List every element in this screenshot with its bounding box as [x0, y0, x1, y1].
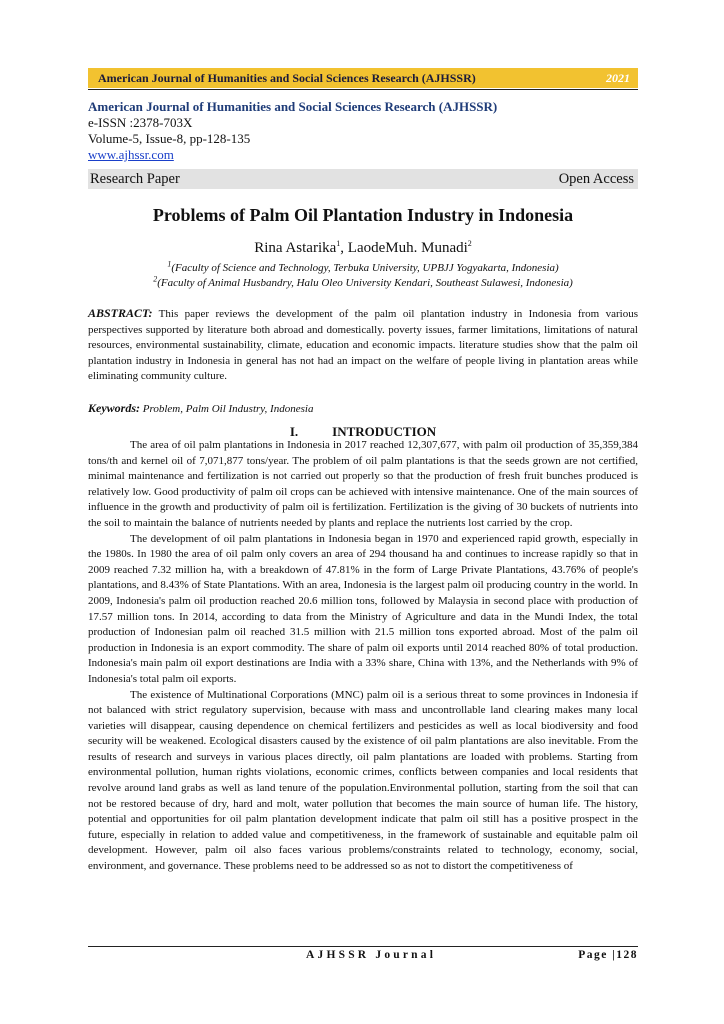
keywords-label: Keywords:	[88, 401, 140, 415]
affil-text: (Faculty of Animal Husbandry, Halu Oleo University Kendari, Southeast Sulawesi, Indonesia)	[157, 277, 573, 289]
banner-divider	[88, 89, 638, 90]
affiliation	[88, 274, 638, 289]
footer-journal: AJHSSR Journal	[306, 949, 437, 961]
author-affil-marker: 2	[467, 239, 472, 248]
paragraph: The area of oil palm plantations in Indonesia in 2017 reached 12,307,677, with palm oil production of 35,359,384 tons/th and kernel oil of 7,071,877 tons/year. The problem of oil palm plantations is that the seeds grown are not certified, minimal maintenance and fertilization is not carried out properly so that the production of fresh fruit bunches produced is relatively low. Good productivity of palm oil crops can be achieved with intensive maintenance. One of the main sources of influence in the growth and productivity of palm oil is fertilization. Fertilization is the giving of 30 buckets of nutrients into the soil to maintain the balance of nutrients needed by plants and replace the nutrients lost carried by the crop.	[88, 439, 638, 529]
affil-marker: 1	[167, 259, 172, 269]
paper-title: Problems of Palm Oil Plantation Industry in Indonesia	[152, 205, 574, 225]
body-text	[88, 438, 638, 875]
page-number: 128	[616, 949, 638, 961]
paper-type-bar	[88, 169, 638, 189]
affil-marker: 2	[153, 274, 158, 284]
abstract-label: ABSTRACT:	[88, 306, 153, 320]
abstract	[88, 306, 638, 385]
access-type: Open Access	[558, 170, 634, 187]
journal-banner	[88, 68, 638, 88]
banner-title: American Journal of Humanities and Social Sciences Research (AJHSSR)	[98, 70, 476, 85]
section-number: I.	[289, 424, 299, 439]
banner-year: 2021	[606, 70, 630, 85]
page-label: Page |	[578, 949, 617, 961]
paper-type: Research Paper	[90, 170, 180, 187]
keywords	[88, 401, 638, 416]
journal-url-link[interactable]: www.ajhssr.com	[88, 147, 174, 162]
section-title: INTRODUCTION	[332, 424, 437, 439]
abstract-text: This paper reviews the development of the palm oil plantation industry in Indonesia from various perspectives supported by literature both abroad and domestically. poverty issues, farmer limitations, limitations of natural resources, environmental sustainability, climate, education and economic impacts. literature studies show that the palm oil plantation industry in Indonesia in general has not had an impact on the welfare of people living in plantation areas while eliminating community culture.	[88, 308, 638, 383]
journal-issn: e-ISSN :2378-703X	[88, 115, 193, 130]
paragraph: The development of oil palm plantations in Indonesia began in 1970 and experienced rapid growth, especially in the 1980s. In 1980 the area of oil palm only covers an area of 294 thousand ha and continues to increase rapidly so that in 2009 reached 7.32 million ha, with a breakdown of 47.81% in the form of Large Private Plantations, 43.76% of people's plantations, and 8.43% of State Plantations. With an area, Indonesia is the largest palm oil producing country in the world. In 2009, Indonesia's palm oil production reached 20.6 million tons, followed by Malaysia in second place with production of 17.57 million tons. In 2014, according to data from the Ministry of Agriculture and data in the Mundi Index, the total production of Indonesian palm oil reached 31.5 million with 21.5 million tons exported abroad. Most of the palm oil production in Indonesia is an export commodity. The share of palm oil exports until 2014 reached 80% of total production. Indonesia's main palm oil export destinations are India with a 33% share, China with 13%, and the Netherlands with 9% of Indonesia's total palm oil exports.	[88, 532, 638, 685]
footer-page	[578, 949, 638, 961]
author-name: LaodeMuh. Munadi	[347, 240, 468, 256]
affil-text: (Faculty of Science and Technology, Terbuka University, UPBJJ Yogyakarta, Indonesia)	[171, 262, 559, 274]
author-affil-marker: 1	[336, 239, 341, 248]
author-separator: ,	[340, 240, 348, 256]
author-list	[88, 240, 638, 257]
footer-divider	[88, 946, 638, 947]
paragraph: The existence of Multinational Corporations (MNC) palm oil is a serious threat to some provinces in Indonesia if not balanced with strict regulatory supervision, because with mass and uncontrollable land clearing makes many local varieties will disappear, causing dependence on chemical fertilizers and pesticides as well as local biodiversity and food security will be weakened. Ecological disasters caused by the existence of oil palm plantations are also inevitable. From the results of research and surveys in various places directly, oil palm plantations are loaded with problems. Starting from environmental pollution, human rights violations, economic crimes, conflicts between companies and local residents that revolve around land grabs as well as land tenure of the population.Environmental pollution, starting from the soil that can not be restored because of dry, hard and molt, water pollution that becomes the main source of human life. The history, potential and opportunities for oil palm plantation development indicate that palm oil still has a positive prospect in the future, especially in relation to added value and competitiveness, in the framework of sustainable and equitable palm oil development. However, palm oil also faces various problems/constraints related to technology, economy, social, environment, and governance. These problems need to be addressed so as not to distort the competitiveness of	[88, 688, 638, 873]
author-name: Rina Astarika	[254, 240, 337, 256]
page-footer	[88, 949, 638, 965]
affiliation	[88, 259, 638, 274]
journal-info	[88, 99, 638, 163]
journal-volume: Volume-5, Issue-8, pp-128-135	[88, 131, 251, 146]
journal-name: American Journal of Humanities and Social Sciences Research (AJHSSR)	[88, 99, 498, 114]
keywords-text: Problem, Palm Oil Industry, Indonesia	[140, 403, 314, 415]
